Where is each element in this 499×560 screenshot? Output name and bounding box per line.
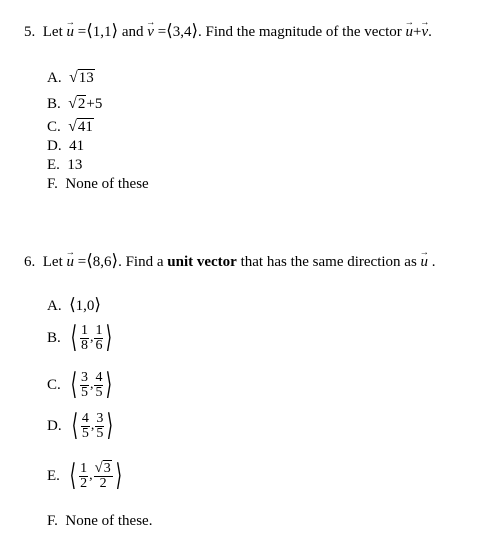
q5-option-c[interactable]: C. √41 (47, 118, 93, 135)
fraction: $\frac{1}{8}$ (80, 322, 88, 353)
q6-option-c[interactable]: C. ⟨ $\frac{3}{5}$ , $\frac{4}{5}$ ⟩ (47, 368, 113, 401)
fraction: $\frac{1}{2}$ (80, 460, 88, 491)
q5-option-f[interactable]: F. None of these (47, 176, 149, 192)
q6-option-b[interactable]: B. ⟨ $\frac{1}{8}$ , $\frac{1}{6}$ ⟩ (47, 321, 113, 354)
square-root: √2 (68, 95, 86, 112)
fraction: $\frac{3}{5}$ (80, 369, 88, 400)
q5-option-b[interactable]: B. √2+5 (47, 95, 103, 112)
fraction: $\frac{3}{5}$ (96, 410, 104, 441)
q6-option-a[interactable]: A. ⟨1,0⟩ (47, 295, 101, 314)
square-root: √41 (68, 118, 93, 135)
unit-vector-bold: unit vector (167, 254, 237, 270)
fraction: $\frac{√3}{2}$ (94, 460, 111, 491)
q6-option-d[interactable]: D. ⟨ $\frac{4}{5}$ , $\frac{3}{5}$ ⟩ (47, 409, 114, 442)
vector-u: → u (67, 25, 75, 40)
q6-option-e[interactable]: E. ⟨ $\frac{1}{2}$ , $\frac{√3}{2}$ ⟩ (47, 459, 122, 492)
q5-option-e[interactable]: E. 13 (47, 157, 83, 173)
fraction: $\frac{1}{6}$ (95, 322, 103, 353)
question-number: 6. (24, 254, 36, 270)
question-6-stem: 6. Let → u =⟨8,6⟩. Find a unit vector that has the same direction as → u . (24, 253, 436, 270)
vector-u: → u (67, 255, 75, 270)
square-root: √3 (94, 460, 111, 476)
question-number: 5. (24, 24, 36, 40)
fraction: $\frac{4}{5}$ (95, 369, 103, 400)
q6-option-f[interactable]: F. None of these. (47, 513, 153, 529)
q5-option-a[interactable]: A. √13 (47, 69, 94, 86)
vector-v: → v (147, 25, 154, 40)
square-root: √13 (69, 69, 94, 86)
question-5-stem: 5. Let → u =⟨1,1⟩ and → v =⟨3,4⟩. Find the magnitude of the vector → u+→ v. (24, 23, 432, 40)
q5-option-d[interactable]: D. 41 (47, 138, 85, 154)
fraction: $\frac{4}{5}$ (81, 410, 89, 441)
